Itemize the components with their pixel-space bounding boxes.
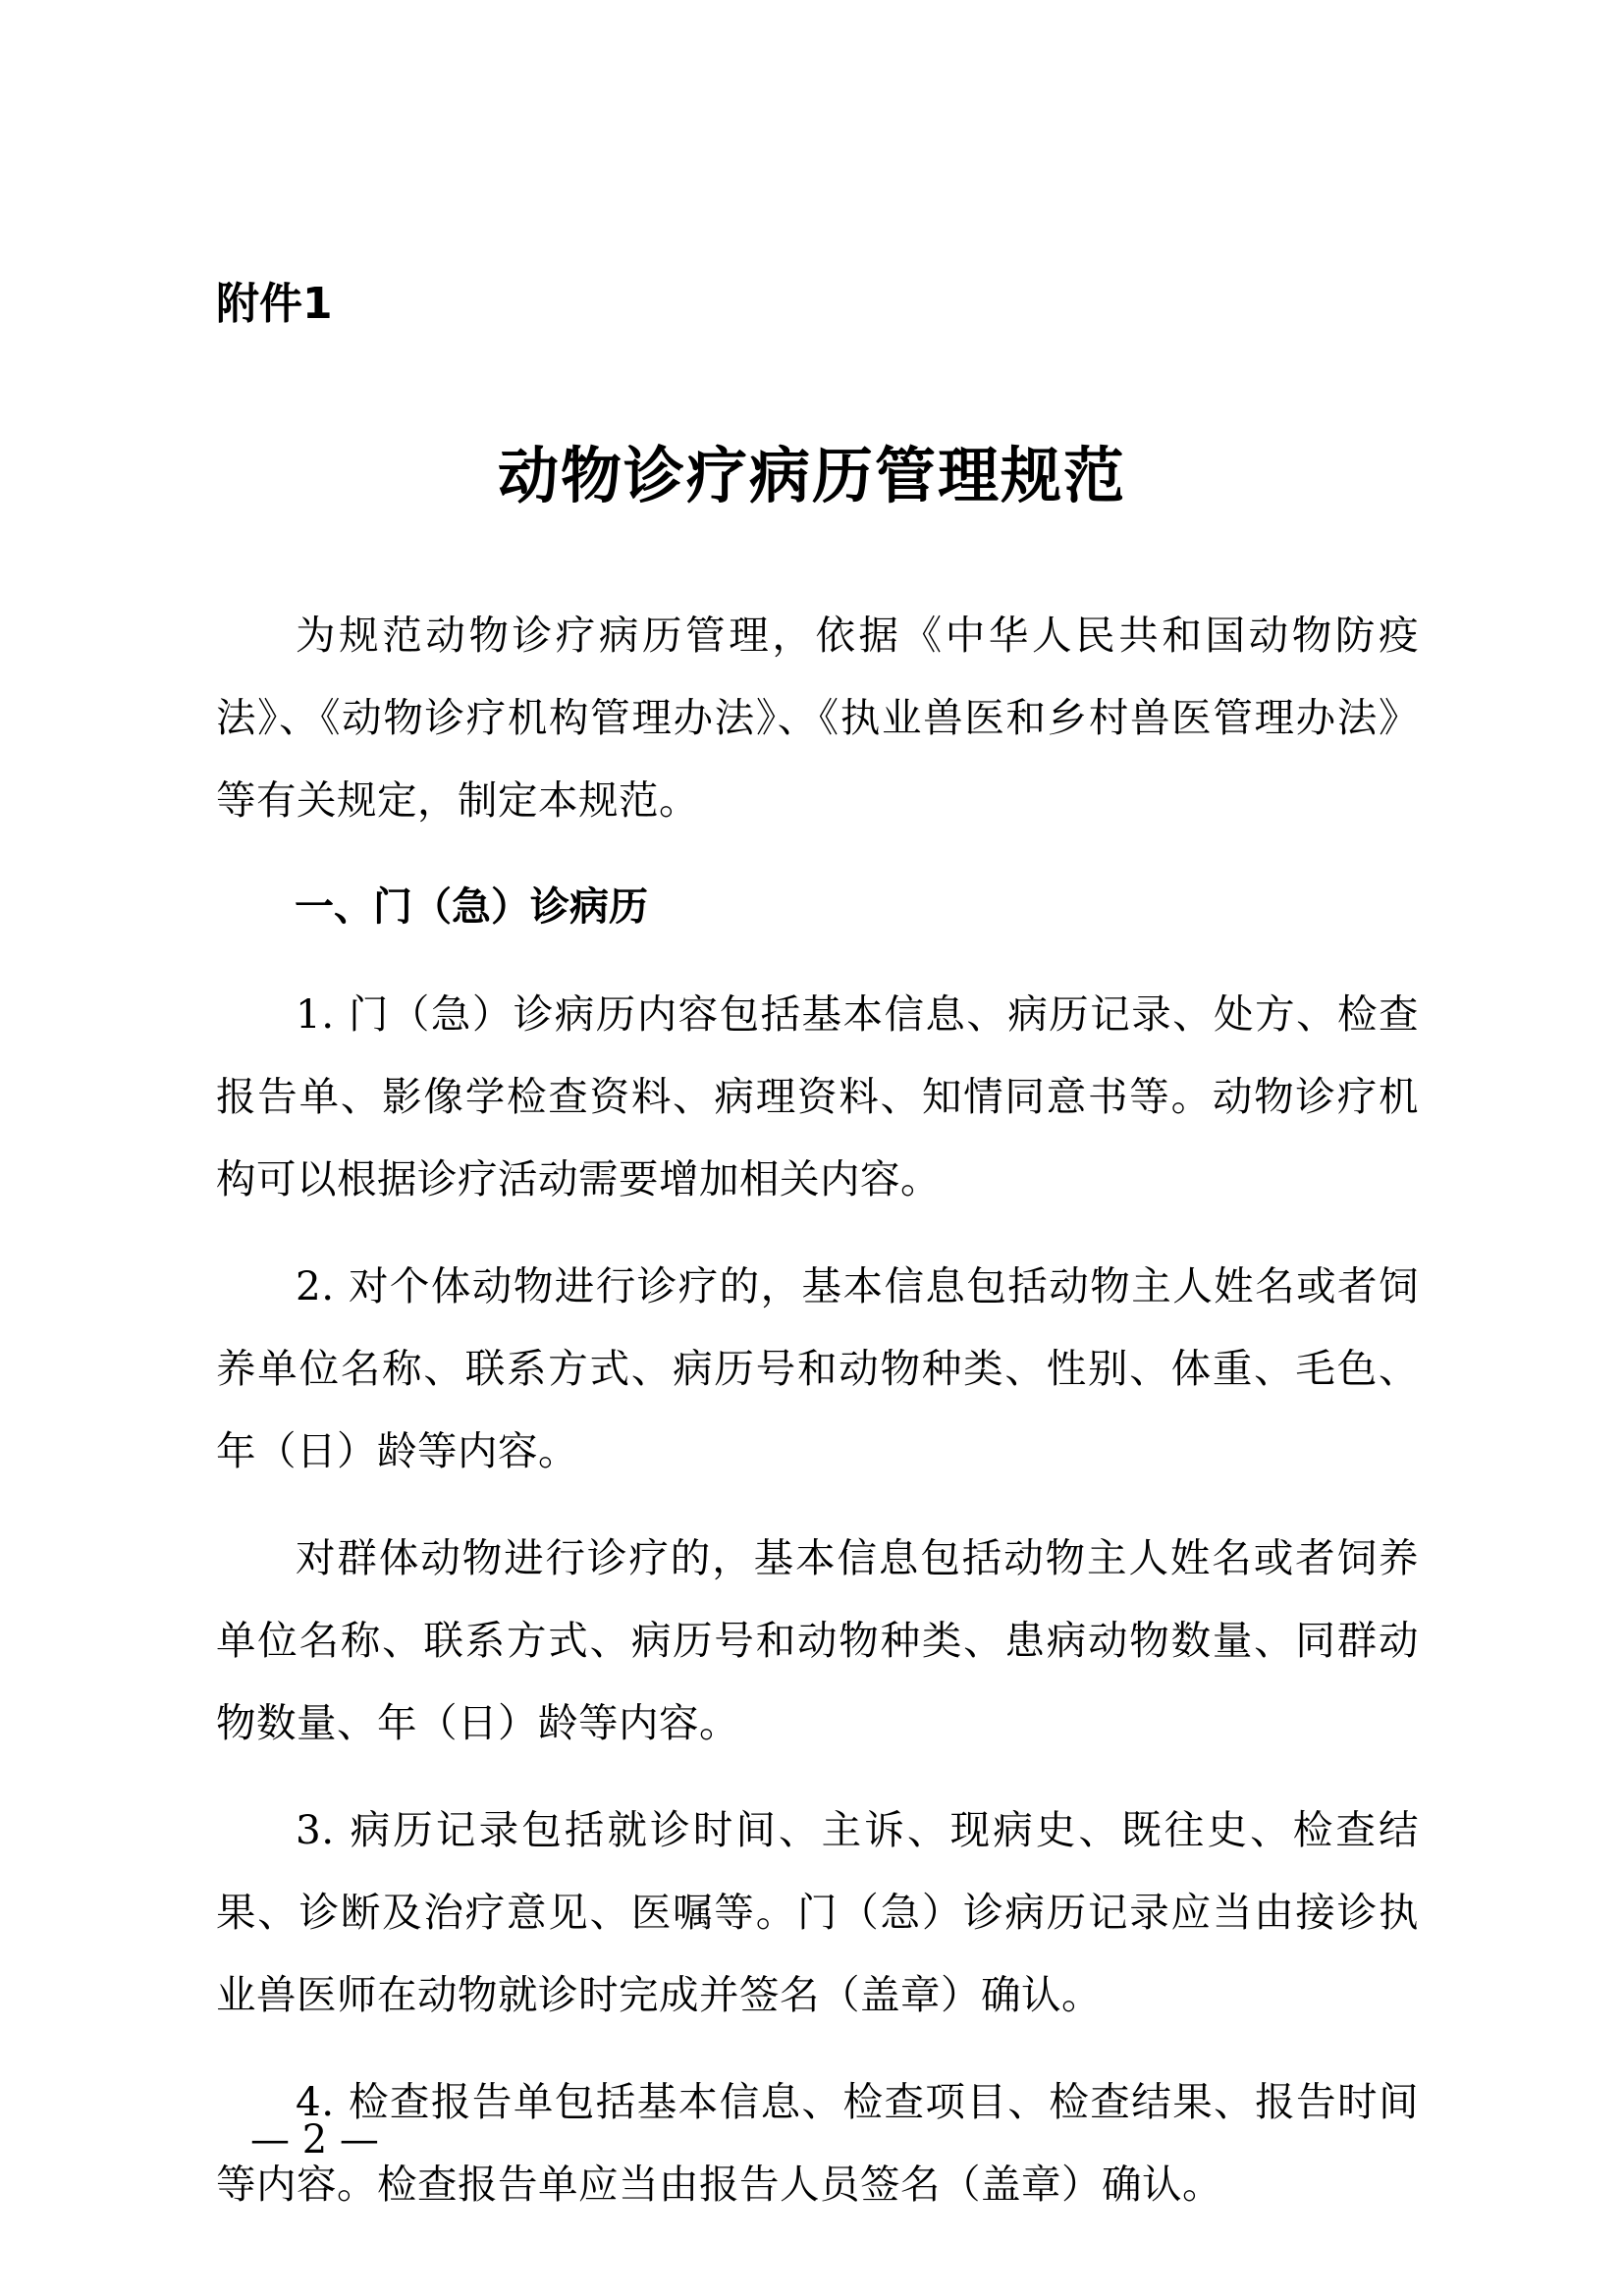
- document-title: 动物诊疗病历管理规范: [497, 440, 1126, 511]
- clause-2-group-paragraph: 对群体动物进行诊疗的，基本信息包括动物主人姓名或者饲养单位名称、联系方式、病历号和动物种类、患病动物数量、同群动物数量、年（日）龄等内容。: [216, 1534, 1419, 1746]
- attachment-label: 附件1: [216, 279, 333, 329]
- clause-4-paragraph: 4. 检查报告单包括基本信息、检查项目、检查结果、报告时间等内容。检查报告单应当由报告人员签名（盖章）确认。: [216, 2078, 1419, 2208]
- document-body: [216, 594, 1419, 2225]
- clause-3-paragraph: 3. 病历记录包括就诊时间、主诉、现病史、既往史、检查结果、诊断及治疗意见、医嘱等。门（急）诊病历记录应当由接诊执业兽医师在动物就诊时完成并签名（盖章）确认。: [216, 1806, 1419, 2018]
- page-number: — 2 —: [250, 2117, 379, 2163]
- section-heading: 一、门（急）诊病历: [295, 884, 648, 930]
- clause-1-paragraph: 1. 门（急）诊病历内容包括基本信息、病历记录、处方、检查报告单、影像学检查资料、病理资料、知情同意书等。动物诊疗机构可以根据诊疗活动需要增加相关内容。: [216, 990, 1419, 1202]
- intro-paragraph: 为规范动物诊疗病历管理，依据《中华人民共和国动物防疫法》、《动物诊疗机构管理办法》、《执业兽医和乡村兽医管理办法》等有关规定，制定本规范。: [216, 612, 1419, 824]
- clause-2-paragraph: 2. 对个体动物进行诊疗的，基本信息包括动物主人姓名或者饲养单位名称、联系方式、病历号和动物种类、性别、体重、毛色、年（日）龄等内容。: [216, 1262, 1419, 1474]
